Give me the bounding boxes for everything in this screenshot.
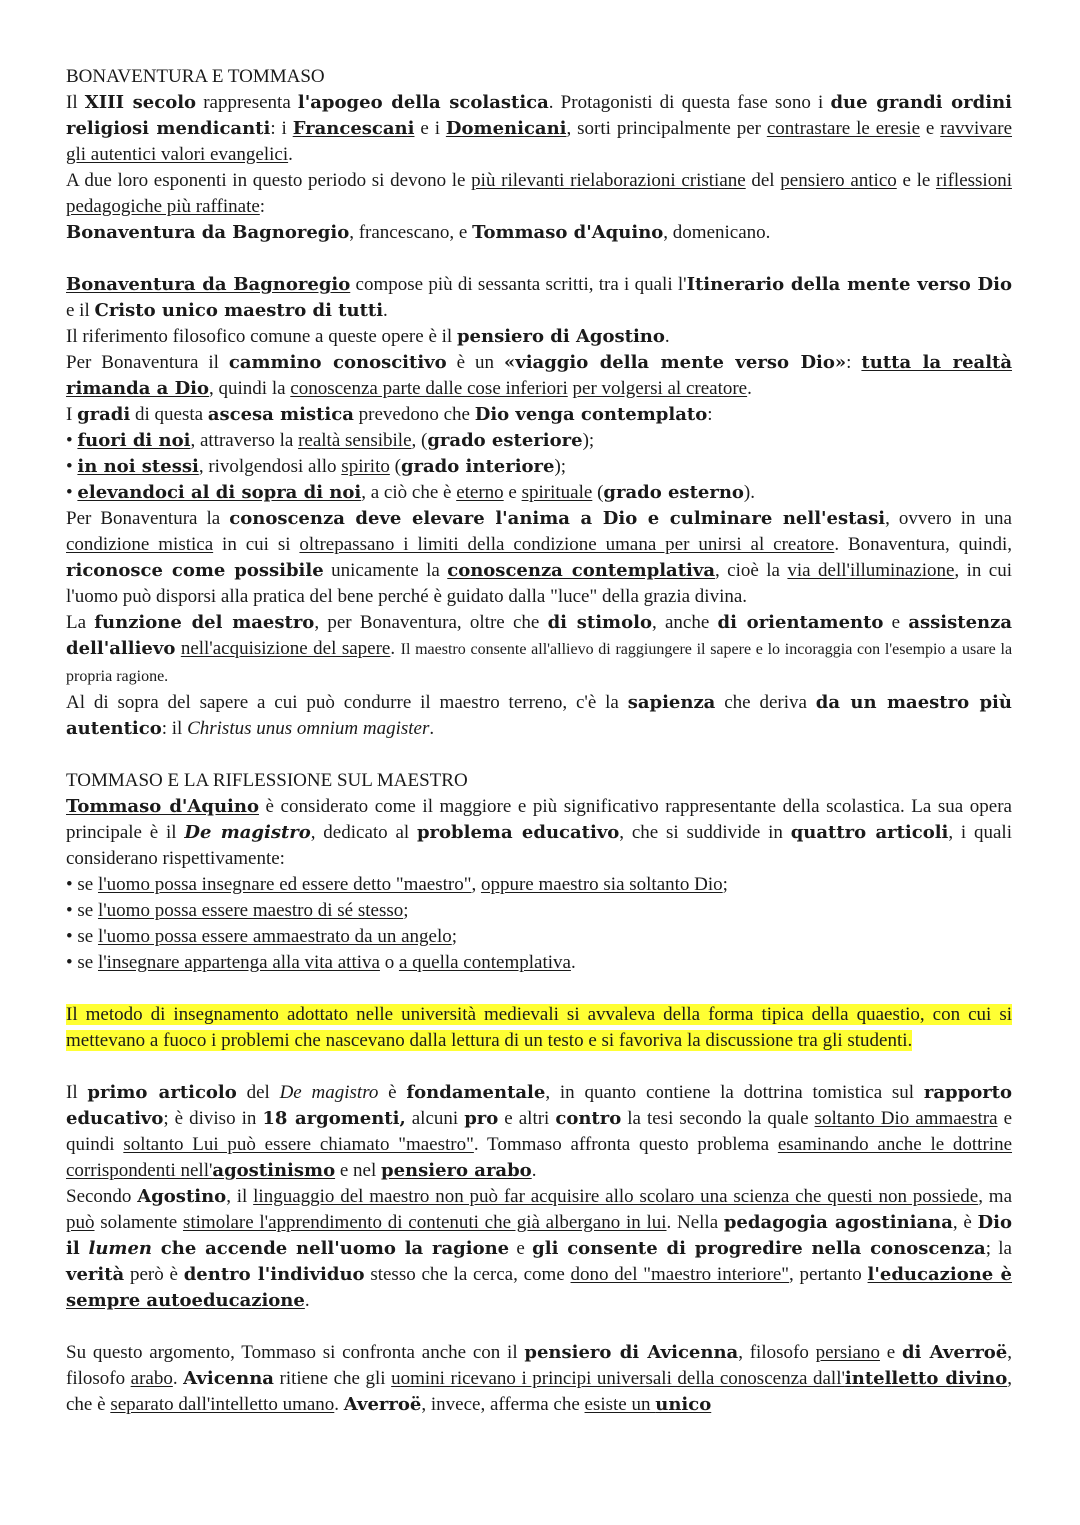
text-run: Il riferimento filosofico comune a queste opere è il — [66, 326, 457, 347]
text-run: arabo — [130, 1368, 173, 1389]
text-run: l'uomo possa essere ammaestrato da un angelo — [97, 926, 452, 947]
text-run: funzione del maestro — [94, 612, 315, 633]
text-run: dono del "maestro interiore" — [570, 1264, 790, 1285]
paragraph-estasi — [66, 506, 1012, 610]
text-run: . — [531, 1160, 537, 1181]
text-run: conoscenza deve elevare l'anima a Dio e culminare nell'estasi — [229, 508, 886, 529]
paragraph-secondo-agostino — [66, 1184, 1012, 1314]
paragraph-sapienza — [66, 690, 1012, 742]
text-run: , il — [226, 1186, 254, 1207]
text-run: gradi — [77, 404, 131, 425]
text-run: Al di sopra del sapere a cui può condurre il maestro terreno, c'è la — [66, 692, 628, 713]
text-run: e — [883, 612, 909, 633]
text-run: problema educativo — [416, 822, 620, 843]
text-run: ); — [582, 430, 595, 451]
text-run: rappresenta — [196, 92, 298, 113]
text-run: : — [707, 404, 713, 425]
text-run: oltrepassano i limiti della condizione umana per unirsi al creatore — [299, 534, 835, 555]
text-run: verità — [66, 1264, 125, 1285]
text-run: Tommaso d'Aquino — [472, 222, 664, 243]
text-run: grado esteriore — [427, 430, 583, 451]
text-run: condizione mistica — [66, 534, 214, 555]
list-item — [66, 924, 1012, 950]
text-run: , rivolgendosi allo — [198, 456, 342, 477]
text-run: e altri — [498, 1108, 556, 1129]
text-run: conoscenza contemplativa — [447, 560, 715, 581]
text-run: conoscenza parte dalle cose inferiori — [290, 378, 568, 399]
text-run: . — [172, 1368, 184, 1389]
text-run: Cristo unico maestro di tutti — [94, 300, 384, 321]
text-run: spirituale — [521, 482, 593, 503]
text-run: pensiero arabo — [380, 1160, 532, 1181]
text-run: solamente — [94, 1212, 183, 1233]
text-run: che deriva — [715, 692, 816, 713]
text-run: rapporto educativo — [66, 1082, 1013, 1129]
text-run: . Tommaso affronta questo problema — [473, 1134, 778, 1155]
text-run: , a ciò che è — [361, 482, 457, 503]
text-run: I — [66, 404, 78, 425]
text-run: Avicenna — [183, 1368, 274, 1389]
text-run: , in cui l'uomo può disporsi alla pratica del bene perché è guidato dalla "luce" della grazia divina. — [66, 560, 1013, 607]
text-run: , ovvero in una — [885, 508, 1012, 529]
text-run: la tesi secondo la quale — [621, 1108, 815, 1129]
text-run: ). — [743, 482, 755, 503]
text-run: , che si suddivide in — [619, 822, 791, 843]
text-run: può — [66, 1212, 95, 1233]
text-run: via dell'illuminazione — [787, 560, 955, 581]
text-run: di questa — [130, 404, 208, 425]
text-run: , filosofo — [738, 1342, 816, 1363]
text-run: ( — [389, 456, 401, 477]
text-run: se — [77, 874, 98, 895]
text-run: è — [378, 1082, 407, 1103]
text-run: , attraverso la — [190, 430, 299, 451]
text-run: , ( — [411, 430, 428, 451]
text-run: XIII secolo — [84, 92, 197, 113]
text-run: De magistro — [184, 822, 311, 843]
text-run: pensiero di Agostino — [456, 326, 665, 347]
text-run: se — [77, 952, 98, 973]
text-run: , quindi la — [209, 378, 291, 399]
text-run: agostinismo — [212, 1160, 336, 1181]
text-run: di orientamento — [717, 612, 884, 633]
text-run: unico — [655, 1394, 712, 1415]
text-run: Dio il — [66, 1212, 1012, 1259]
text-run: , è — [952, 1212, 978, 1233]
text-run: Secondo — [66, 1186, 138, 1207]
text-run: intelletto divino — [844, 1368, 1008, 1389]
text-run: di Averroë — [901, 1342, 1008, 1363]
highlighted-paragraph-quaestio — [66, 1002, 1012, 1054]
text-run: realtà sensibile — [298, 430, 412, 451]
text-run: ritiene che gli — [273, 1368, 392, 1389]
text-run: , francescano, e — [349, 222, 473, 243]
text-run: contrastare le eresie — [766, 118, 921, 139]
text-run: . Nella — [666, 1212, 724, 1233]
text-run: oppure maestro sia soltanto Dio — [480, 874, 723, 895]
text-run: a quella contemplativa — [398, 952, 571, 973]
text-run: e nel — [335, 1160, 381, 1181]
text-run: Il — [66, 1082, 88, 1103]
text-run: separato dall'intelletto umano — [110, 1394, 335, 1415]
paragraph-primo-articolo — [66, 1080, 1012, 1184]
text-run: stesso che la cerca, come — [364, 1264, 571, 1285]
text-run: fondamentale — [406, 1082, 546, 1103]
text-run: e il — [66, 300, 95, 321]
list-item — [66, 898, 1012, 924]
text-run: se — [77, 900, 98, 921]
text-run: quattro articoli — [790, 822, 949, 843]
text-run: del — [236, 1082, 280, 1103]
text-run: ; — [403, 900, 409, 921]
text-run: , — [471, 874, 481, 895]
text-run: De magistro — [279, 1082, 379, 1103]
paragraph-avicenna-averroe — [66, 1340, 1012, 1418]
text-run: , per Bonaventura, oltre che — [314, 612, 548, 633]
section-heading-tommaso-maestro: TOMMASO E LA RIFLESSIONE SUL MAESTRO — [66, 770, 468, 791]
text-run: è considerato come il maggiore e più significativo rappresentante della scolastica. La sua opera principale è il — [66, 796, 1012, 843]
paragraph-agostino — [66, 324, 1012, 350]
text-run: per volgersi al creatore — [572, 378, 748, 399]
text-run: La — [66, 612, 95, 633]
text-run: Bonaventura da Bagnoregio — [66, 274, 351, 295]
text-run: Christus unus omnium magister — [187, 718, 430, 739]
text-run: l'uomo possa insegnare ed essere detto "maestro" — [97, 874, 472, 895]
list-item — [66, 480, 1012, 506]
text-run: esaminando anche le dottrine corrispondenti nell' — [66, 1134, 1013, 1181]
text-run: ( — [592, 482, 604, 503]
text-run: cammino conoscitivo — [228, 352, 447, 373]
text-run: e — [879, 1342, 902, 1363]
text-run: grado esterno — [603, 482, 744, 503]
text-run: elevandoci al di sopra di noi — [77, 482, 362, 503]
text-run: , invece, afferma che — [421, 1394, 585, 1415]
text-run: spirito — [341, 456, 390, 477]
text-run: 18 argomenti, — [262, 1108, 406, 1129]
text-run: riflessioni pedagogiche più raffinate — [66, 170, 1012, 217]
text-run: pro — [464, 1108, 499, 1129]
text-run: e i — [414, 118, 446, 139]
text-run: . — [747, 378, 752, 399]
text-run: Il maestro consente all'allievo di raggiungere il sapere e lo incoraggia con l'esempio a usare la propria ragione. — [66, 641, 1013, 685]
text-run: pedagogia agostiniana — [723, 1212, 953, 1233]
text-run: ); — [554, 456, 567, 477]
text-run: . — [429, 718, 435, 739]
text-run: : — [846, 352, 862, 373]
text-run: : il — [161, 718, 188, 739]
paragraph-bonaventura-scritti — [66, 272, 1012, 324]
text-run: pensiero antico — [780, 170, 897, 191]
text-run: tutta la realtà rimanda a Dio — [66, 352, 1013, 399]
text-run: , i quali considerano rispettivamente: — [66, 822, 1012, 869]
paragraph-cammino-conoscitivo — [66, 350, 1012, 402]
text-run: l'uomo possa essere maestro di sé stesso — [97, 900, 404, 921]
text-run: , filosofo — [66, 1342, 1013, 1389]
text-run: o — [379, 952, 399, 973]
text-run: Il — [66, 92, 85, 113]
text-run: da un maestro più autentico — [66, 692, 1012, 739]
text-run: fuori di noi — [77, 430, 191, 451]
text-run: «viaggio della mente verso Dio» — [504, 352, 847, 373]
text-run: del — [745, 170, 781, 191]
text-run: l'insegnare appartenga alla vita attiva — [97, 952, 380, 973]
text-run: sapienza — [627, 692, 716, 713]
text-run: : — [259, 196, 266, 217]
text-run: stimolare l'apprendimento di contenuti che già albergano in lui — [182, 1212, 667, 1233]
text-run: Il metodo di insegnamento adottato nelle università medievali si avvaleva della forma tipica della quaestio, con cui si mettevano a fuoco i problemi che nascevano dalla lettura di un testo e si favoriva la discussione tra gli studenti. — [66, 1004, 1012, 1051]
text-run: . Protagonisti di questa fase sono i — [548, 92, 831, 113]
text-run: . — [570, 952, 576, 973]
text-run: riconosce come possibile — [66, 560, 324, 581]
text-run: gli consente di progredire nella conoscenza — [532, 1238, 986, 1259]
text-run: , ma — [978, 1186, 1013, 1207]
text-run: Per Bonaventura il — [66, 352, 229, 373]
text-run: soltanto Lui può essere chiamato "maestro" — [123, 1134, 474, 1155]
text-run: . — [334, 1394, 344, 1415]
text-run: pensiero di Avicenna — [524, 1342, 739, 1363]
text-run: , pertanto — [789, 1264, 868, 1285]
text-run: , domenicano. — [663, 222, 771, 243]
text-run: , dedicato al — [310, 822, 417, 843]
text-run: compose più di sessanta scritti, tra i quali l' — [350, 274, 687, 295]
text-run: , in quanto contiene la dottrina tomistica sul — [545, 1082, 924, 1103]
text-run: soltanto Dio ammaestra — [814, 1108, 998, 1129]
text-run: però è — [124, 1264, 184, 1285]
text-run: . — [390, 638, 401, 659]
text-run: assistenza dell'allievo — [66, 612, 1013, 659]
text-run: uomini ricevano i principi universali della conoscenza dall' — [391, 1368, 845, 1389]
section-heading-bonaventura-tommaso: BONAVENTURA E TOMMASO — [66, 66, 325, 87]
text-run: e — [503, 482, 522, 503]
list-item — [66, 454, 1012, 480]
text-run: , anche — [651, 612, 718, 633]
text-run: , che è — [66, 1368, 1012, 1415]
text-run: grado interiore — [400, 456, 555, 477]
text-run: Su questo argomento, Tommaso si confronta anche con il — [66, 1342, 525, 1363]
text-run: . — [664, 326, 670, 347]
list-item — [66, 872, 1012, 898]
text-run: esiste un — [584, 1394, 656, 1415]
text-run: Domenicani — [445, 118, 567, 139]
text-run: e le — [896, 170, 936, 191]
text-run: Per Bonaventura la — [66, 508, 230, 529]
text-run: e quindi — [66, 1108, 1012, 1155]
text-run: ; — [722, 874, 728, 895]
text-run: di stimolo — [547, 612, 652, 633]
text-run: e — [509, 1238, 533, 1259]
text-run: prevedono che — [353, 404, 475, 425]
text-run: l'educazione è sempre autoeducazione — [66, 1264, 1012, 1311]
text-run: Dio venga contemplato — [474, 404, 708, 425]
text-run: se — [77, 926, 98, 947]
text-run: Itinerario della mente verso Dio — [686, 274, 1013, 295]
text-run: ; la — [985, 1238, 1012, 1259]
text-run: . — [304, 1290, 310, 1311]
text-run: ; è diviso in — [163, 1108, 263, 1129]
paragraph-funzione-maestro — [66, 610, 1012, 690]
text-run: l'apogeo della scolastica — [297, 92, 549, 113]
text-run: Francescani — [292, 118, 415, 139]
text-run: nell'acquisizione del sapere — [180, 638, 391, 659]
paragraph-xiii-secolo — [66, 90, 1012, 168]
text-run: Bonaventura da Bagnoregio — [66, 222, 350, 243]
text-run: unicamente la — [323, 560, 448, 581]
paragraph-de-magistro — [66, 794, 1012, 872]
text-run: e — [920, 118, 941, 139]
text-run: lumen — [88, 1238, 152, 1259]
text-run: . — [383, 300, 388, 321]
paragraph-nomi — [66, 220, 1012, 246]
text-run: Tommaso d'Aquino — [66, 796, 259, 817]
text-run: : i — [270, 118, 293, 139]
text-run: . Bonaventura, quindi, — [834, 534, 1013, 555]
text-run: eterno — [456, 482, 504, 503]
text-run: è un — [446, 352, 504, 373]
text-run: Averroë — [343, 1394, 422, 1415]
text-run: , cioè la — [715, 560, 788, 581]
text-run: contro — [555, 1108, 622, 1129]
text-run: A due loro esponenti in questo periodo si devono le — [66, 170, 472, 191]
text-run: ; — [451, 926, 458, 947]
text-run: . — [288, 144, 293, 165]
text-run: , sorti principalmente per — [566, 118, 767, 139]
text-run: in noi stessi — [77, 456, 199, 477]
text-run: che accende nell'uomo la ragione — [152, 1238, 510, 1259]
list-item — [66, 950, 1012, 976]
text-run: persiano — [815, 1342, 880, 1363]
text-run: linguaggio del maestro non può far acquisire allo scolaro una scienza che questi non possiede — [253, 1186, 979, 1207]
text-run: Agostino — [137, 1186, 227, 1207]
text-run: primo articolo — [87, 1082, 237, 1103]
text-run: più rilevanti rielaborazioni cristiane — [471, 170, 746, 191]
text-run: ascesa mistica — [207, 404, 354, 425]
list-item — [66, 428, 1012, 454]
paragraph-esponenti — [66, 168, 1012, 220]
text-run: in cui si — [213, 534, 300, 555]
text-run: due grandi ordini religiosi mendicanti — [66, 92, 1012, 139]
paragraph-gradi — [66, 402, 1012, 428]
text-run: dentro l'individuo — [183, 1264, 365, 1285]
text-run: alcuni — [405, 1108, 465, 1129]
text-run: ravvivare gli autentici valori evangelici — [66, 118, 1012, 165]
